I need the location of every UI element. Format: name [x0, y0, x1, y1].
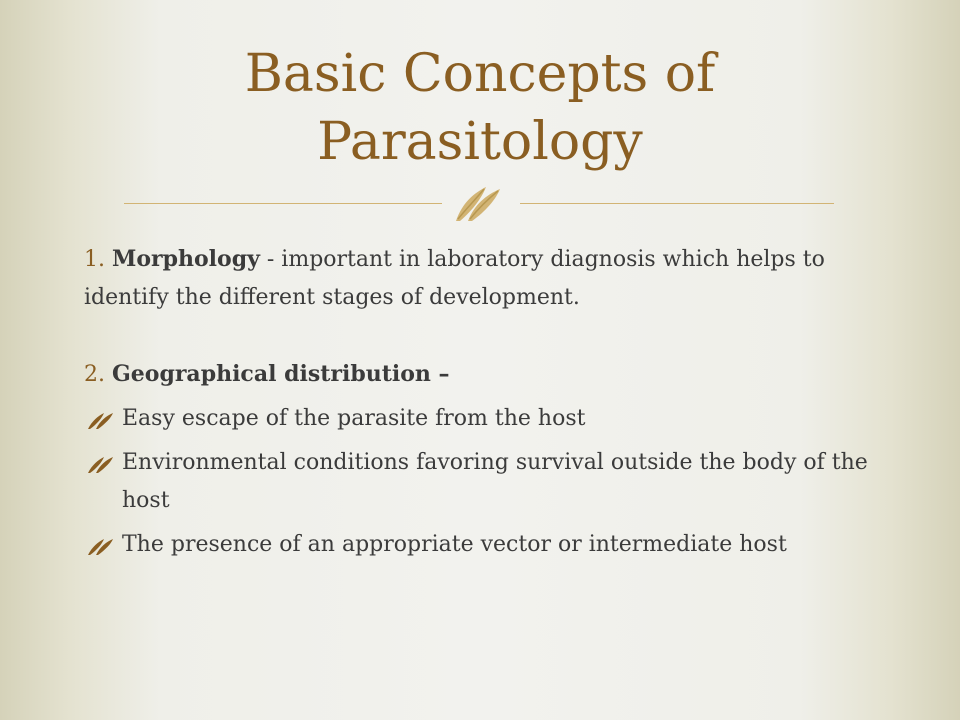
leaf-bullet-icon [86, 410, 116, 430]
slide-title [150, 40, 810, 176]
bullet-text: Easy escape of the parasite from the host [122, 406, 586, 431]
list-item [84, 400, 884, 438]
item-2-number: 2. [84, 362, 105, 387]
item-1-number: 1. [84, 247, 105, 272]
list-item [84, 526, 884, 564]
title-line-2: Parasitology [317, 112, 643, 172]
double-leaf-ornament-icon [452, 181, 510, 223]
item-morphology [84, 240, 884, 317]
slide-content [84, 240, 884, 570]
paragraph-spacer [84, 317, 884, 355]
item-2-term: Geographical distribution – [112, 361, 450, 387]
title-line-1: Basic Concepts of [244, 44, 716, 104]
leaf-bullet-icon [86, 536, 116, 556]
item-1-term: Morphology [112, 246, 260, 272]
item-geographical-distribution [84, 355, 884, 394]
title-rule-left [124, 203, 442, 204]
item-1-description: - important in laboratory diagnosis which helps to identify the different stages of development. [84, 247, 825, 310]
bullet-text: The presence of an appropriate vector or intermediate host [122, 532, 787, 557]
title-rule-right [520, 203, 834, 204]
list-item [84, 444, 884, 520]
bullet-text: Environmental conditions favoring survival outside the body of the host [122, 450, 868, 513]
leaf-bullet-icon [86, 454, 116, 474]
